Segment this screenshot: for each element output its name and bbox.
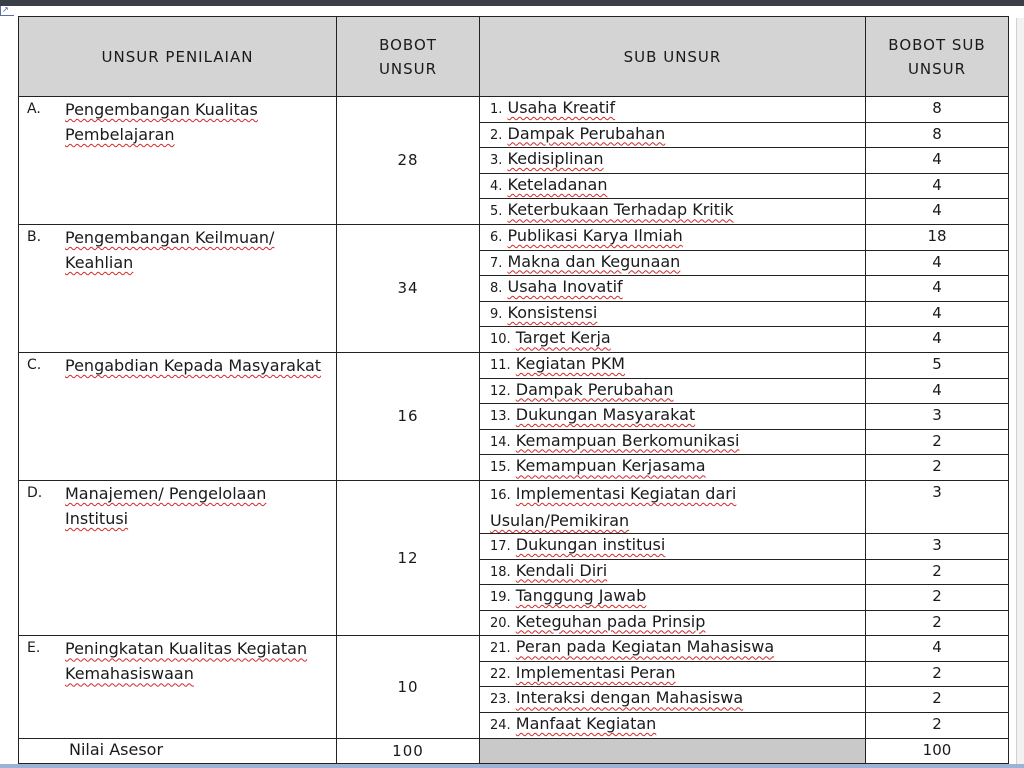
bobot-sub-cell[interactable] xyxy=(866,97,1009,123)
header-bobot-sub-line1: BOBOT SUB xyxy=(888,35,986,54)
table-row xyxy=(19,352,1009,378)
table-row xyxy=(19,224,1009,250)
bobot-sub-value: 3 xyxy=(932,535,942,554)
sub-unsur-cell[interactable] xyxy=(480,276,866,302)
total-bobot-sub-cell[interactable] xyxy=(866,738,1009,764)
bobot-sub-cell[interactable] xyxy=(866,455,1009,481)
sub-unsur-cell[interactable] xyxy=(480,480,866,533)
bobot-sub-value: 2 xyxy=(932,561,942,580)
bobot-unsur-value: 10 xyxy=(397,677,419,696)
bobot-sub-cell[interactable] xyxy=(866,533,1009,559)
bobot-sub-value: 5 xyxy=(932,354,942,373)
total-label: Nilai Asesor xyxy=(69,739,164,759)
unsur-cell[interactable] xyxy=(19,636,337,738)
sub-unsur-cell[interactable] xyxy=(480,533,866,559)
bobot-sub-cell[interactable] xyxy=(866,687,1009,713)
sub-unsur-cell[interactable] xyxy=(480,713,866,739)
sub-unsur-cell[interactable] xyxy=(480,585,866,611)
bobot-sub-cell[interactable] xyxy=(866,404,1009,430)
sub-unsur-name: Kemampuan Kerjasama xyxy=(515,456,706,476)
bobot-sub-cell[interactable] xyxy=(866,713,1009,739)
unsur-cell[interactable] xyxy=(19,224,337,352)
sub-unsur-number: 11. xyxy=(490,357,511,373)
unsur-name: Manajemen/ Pengelolaan Institusi xyxy=(65,483,267,528)
bobot-unsur-value: 16 xyxy=(397,407,419,426)
unsur-content xyxy=(27,353,330,378)
header-bobot-unsur-line2: UNSUR xyxy=(378,59,438,78)
bobot-sub-value: 3 xyxy=(932,482,942,501)
total-bobot-unsur-cell[interactable] xyxy=(337,738,480,764)
bobot-sub-value: 4 xyxy=(932,252,942,271)
sub-unsur-name: Dampak Perubahan xyxy=(515,379,674,399)
sub-unsur-number: 9. xyxy=(490,306,503,322)
right-scroll-edge[interactable] xyxy=(1016,18,1024,768)
sub-unsur-name: Target Kerja xyxy=(515,328,611,348)
sub-unsur-name: Keterbukaan Terhadap Kritik xyxy=(507,200,734,220)
bobot-sub-cell[interactable] xyxy=(866,585,1009,611)
sub-unsur-number: 2. xyxy=(490,127,503,143)
sub-unsur-cell[interactable] xyxy=(480,378,866,404)
sub-unsur-number: 15. xyxy=(490,460,511,476)
sub-unsur-name: Konsistensi xyxy=(507,302,598,322)
header-bobot-unsur-line1: BOBOT xyxy=(379,35,437,54)
bobot-sub-cell[interactable] xyxy=(866,173,1009,199)
bobot-sub-value: 4 xyxy=(932,150,942,169)
sub-unsur-name: Keteladanan xyxy=(507,174,608,194)
header-unsur-penilaian xyxy=(19,17,337,97)
sub-unsur-cell[interactable] xyxy=(480,327,866,353)
unsur-letter: E. xyxy=(27,640,41,657)
unsur-letter: D. xyxy=(27,484,43,501)
unsur-cell[interactable] xyxy=(19,480,337,635)
sub-unsur-name: Kendali Diri xyxy=(515,560,608,580)
bobot-sub-value: 8 xyxy=(932,124,942,143)
total-row xyxy=(19,738,1009,764)
bobot-sub-value: 8 xyxy=(932,99,942,117)
unsur-letter: C. xyxy=(27,356,42,373)
bobot-sub-cell[interactable] xyxy=(866,199,1009,225)
unsur-content xyxy=(27,636,330,686)
sub-unsur-cell[interactable] xyxy=(480,173,866,199)
sub-unsur-cell[interactable] xyxy=(480,610,866,636)
sub-unsur-number: 4. xyxy=(490,178,503,194)
unsur-letter: B. xyxy=(27,228,42,245)
bobot-sub-value: 3 xyxy=(932,406,942,425)
unsur-name: Pengabdian Kepada Masyarakat xyxy=(65,355,322,375)
total-bobot-unsur: 100 xyxy=(392,741,424,760)
unsur-cell[interactable] xyxy=(19,352,337,480)
bobot-unsur-cell[interactable] xyxy=(337,480,480,635)
bobot-sub-value: 4 xyxy=(932,638,942,657)
bobot-sub-cell[interactable] xyxy=(866,636,1009,662)
bobot-sub-value: 2 xyxy=(932,715,942,734)
sub-unsur-number: 3. xyxy=(490,153,503,169)
sub-unsur-cell[interactable] xyxy=(480,661,866,687)
sub-unsur-cell[interactable] xyxy=(480,352,866,378)
table-row xyxy=(19,97,1009,123)
bottom-status-edge xyxy=(0,764,1024,768)
sub-unsur-cell[interactable] xyxy=(480,636,866,662)
sub-unsur-name: Makna dan Kegunaan xyxy=(507,251,681,271)
unsur-content xyxy=(27,225,330,275)
sub-unsur-number: 14. xyxy=(490,434,511,450)
assessment-table xyxy=(18,16,1009,764)
unsur-content xyxy=(27,97,330,147)
bobot-unsur-value: 34 xyxy=(397,279,419,298)
sub-unsur-cell[interactable] xyxy=(480,224,866,250)
sub-unsur-number: 12. xyxy=(490,383,511,399)
sub-unsur-name: Dampak Perubahan xyxy=(507,123,666,143)
sub-unsur-number: 19. xyxy=(490,590,511,606)
sub-unsur-name: Usaha Kreatif xyxy=(507,98,616,117)
bobot-sub-cell[interactable] xyxy=(866,480,1009,533)
sub-unsur-cell[interactable] xyxy=(480,559,866,585)
sub-unsur-cell[interactable] xyxy=(480,199,866,225)
sub-unsur-name: Tanggung Jawab xyxy=(515,586,647,606)
sub-unsur-number: 10. xyxy=(490,332,511,348)
bobot-sub-value: 4 xyxy=(932,303,942,322)
sub-unsur-name: Peran pada Kegiatan Mahasiswa xyxy=(515,637,775,657)
bobot-sub-cell[interactable] xyxy=(866,122,1009,148)
bobot-sub-value: 2 xyxy=(932,431,942,450)
sub-unsur-name: Interaksi dengan Mahasiswa xyxy=(515,688,744,708)
sub-unsur-number: 24. xyxy=(490,718,511,734)
sub-unsur-number: 5. xyxy=(490,204,503,220)
unsur-letter: A. xyxy=(27,101,41,117)
sub-unsur-name: Kemampuan Berkomunikasi xyxy=(515,430,740,450)
sub-unsur-cell[interactable] xyxy=(480,301,866,327)
sub-unsur-number: 16. xyxy=(490,487,511,503)
table-row xyxy=(19,480,1009,533)
bobot-sub-cell[interactable] xyxy=(866,301,1009,327)
bobot-unsur-cell[interactable] xyxy=(337,224,480,352)
table-header-row xyxy=(19,17,1009,97)
sub-unsur-cell[interactable] xyxy=(480,148,866,174)
sub-unsur-cell[interactable] xyxy=(480,429,866,455)
bobot-sub-value: 2 xyxy=(932,587,942,606)
sub-unsur-name: Publikasi Karya Ilmiah xyxy=(507,225,683,245)
sub-unsur-name: Kedisiplinan xyxy=(507,149,604,169)
bobot-sub-cell[interactable] xyxy=(866,378,1009,404)
unsur-name: Peningkatan Kualitas Kegiatan Kemahasiswaan xyxy=(65,639,308,684)
bobot-sub-value: 4 xyxy=(932,329,942,348)
sub-unsur-number: 8. xyxy=(490,281,503,297)
bobot-unsur-value: 28 xyxy=(397,151,419,170)
bobot-sub-cell[interactable] xyxy=(866,250,1009,276)
sub-unsur-name: Keteguhan pada Prinsip xyxy=(515,611,706,631)
sub-unsur-number: 13. xyxy=(490,409,511,425)
sub-unsur-name: Usaha Inovatif xyxy=(507,277,623,297)
bobot-sub-value: 2 xyxy=(932,663,942,682)
sub-unsur-name: Implementasi Peran xyxy=(515,662,676,682)
bobot-sub-cell[interactable] xyxy=(866,429,1009,455)
table-row xyxy=(19,636,1009,662)
bobot-sub-value: 2 xyxy=(932,689,942,708)
bobot-sub-value: 2 xyxy=(932,457,942,476)
sub-unsur-cell[interactable] xyxy=(480,250,866,276)
sub-unsur-number: 17. xyxy=(490,538,511,554)
sub-unsur-name: Dukungan institusi xyxy=(515,534,666,554)
sub-unsur-cell[interactable] xyxy=(480,687,866,713)
header-bobot-sub-line2: UNSUR xyxy=(907,59,967,78)
sub-unsur-cell[interactable] xyxy=(480,455,866,481)
sub-unsur-number: 20. xyxy=(490,615,511,631)
bobot-sub-cell[interactable] xyxy=(866,559,1009,585)
sub-unsur-number: 22. xyxy=(490,666,511,682)
sub-unsur-number: 1. xyxy=(490,102,503,117)
bobot-sub-cell[interactable] xyxy=(866,661,1009,687)
bobot-sub-value: 4 xyxy=(932,278,942,297)
bobot-sub-cell[interactable] xyxy=(866,610,1009,636)
sub-unsur-number: 7. xyxy=(490,255,503,271)
total-sub-unsur-cell xyxy=(480,738,866,764)
unsur-name: Pengembangan Keilmuan/ Keahlian xyxy=(65,227,275,272)
table-move-handle-icon[interactable]: ↗ xyxy=(0,6,14,16)
bobot-sub-value: 4 xyxy=(932,201,942,220)
sub-unsur-name: Dukungan Masyarakat xyxy=(515,405,696,425)
bobot-sub-value: 2 xyxy=(932,612,942,631)
bobot-sub-value: 4 xyxy=(932,175,942,194)
unsur-content xyxy=(27,481,330,531)
bobot-sub-value: 18 xyxy=(927,226,947,245)
header-unsur-label: UNSUR PENILAIAN xyxy=(101,47,254,66)
unsur-name: Pengembangan Kualitas Pembelajaran xyxy=(65,100,258,144)
header-bobot-unsur xyxy=(337,17,480,97)
bobot-sub-cell[interactable] xyxy=(866,148,1009,174)
bobot-unsur-value: 12 xyxy=(397,549,419,568)
sub-unsur-number: 23. xyxy=(490,692,511,708)
total-bobot-sub: 100 xyxy=(922,740,952,759)
bobot-sub-value: 4 xyxy=(932,380,942,399)
table-body xyxy=(19,97,1009,764)
bobot-sub-cell[interactable] xyxy=(866,327,1009,353)
sub-unsur-number: 6. xyxy=(490,229,503,245)
bobot-sub-cell[interactable] xyxy=(866,224,1009,250)
bobot-unsur-cell[interactable] xyxy=(337,636,480,738)
sub-unsur-name: Manfaat Kegiatan xyxy=(515,714,657,734)
sub-unsur-cell[interactable] xyxy=(480,122,866,148)
sub-unsur-number: 21. xyxy=(490,641,511,657)
sub-unsur-name: Kegiatan PKM xyxy=(515,353,625,373)
total-label-cell[interactable] xyxy=(19,738,337,764)
window-top-bar xyxy=(0,0,1024,6)
sub-unsur-cell[interactable] xyxy=(480,97,866,123)
bobot-sub-cell[interactable] xyxy=(866,352,1009,378)
header-sub-unsur xyxy=(480,17,866,97)
header-sub-unsur-label: SUB UNSUR xyxy=(623,47,722,66)
bobot-unsur-cell[interactable] xyxy=(337,352,480,480)
bobot-sub-cell[interactable] xyxy=(866,276,1009,302)
sub-unsur-number: 18. xyxy=(490,564,511,580)
header-bobot-sub-unsur xyxy=(866,17,1009,97)
sub-unsur-name: Implementasi Kegiatan dari Usulan/Pemikiran xyxy=(490,483,737,530)
bobot-unsur-cell[interactable] xyxy=(337,97,480,225)
sub-unsur-cell[interactable] xyxy=(480,404,866,430)
unsur-cell[interactable] xyxy=(19,97,337,225)
